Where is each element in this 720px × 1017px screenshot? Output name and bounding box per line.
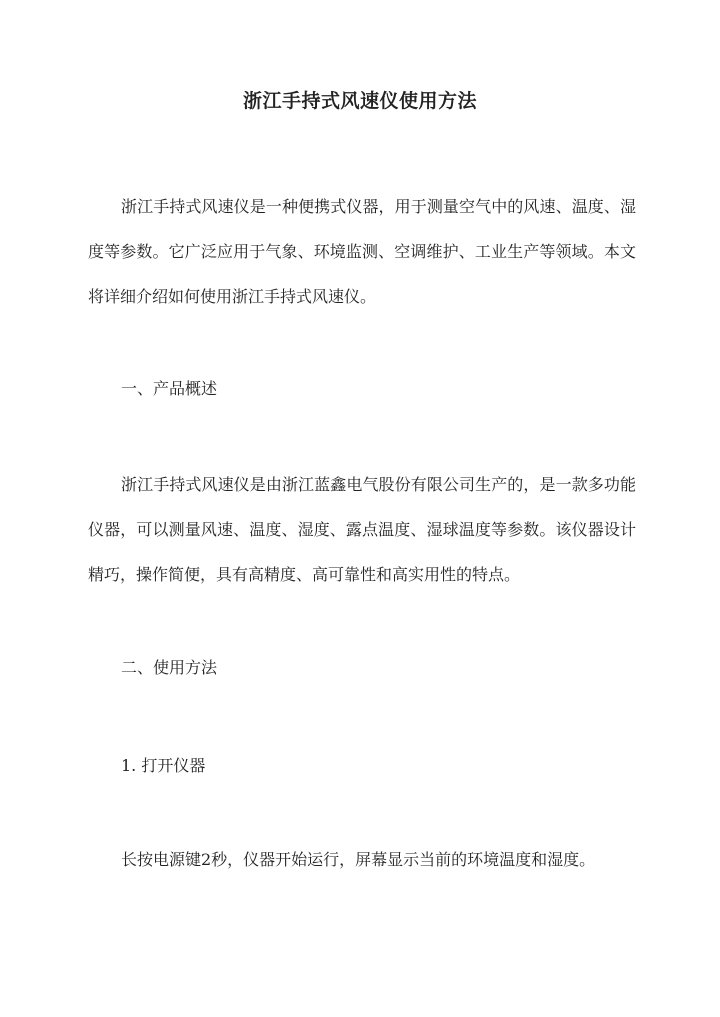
section-heading-usage: 二、使用方法 bbox=[121, 658, 218, 677]
intro-paragraph: 浙江手持式风速仪是一种便携式仪器，用于测量空气中的风速、温度、湿度等参数。它广泛应用于气象、环境监测、空调维护、工业生产等领域。本文将详细介绍如何使用浙江手持式风速仪。 bbox=[88, 197, 636, 306]
overview-paragraph: 浙江手持式风速仪是由浙江蓝鑫电气股份有限公司生产的，是一款多功能仪器，可以测量风速、温度、湿度、露点温度、湿球温度等参数。该仪器设计精巧，操作简便，具有高精度、高可靠性和高实用性的特点。 bbox=[88, 475, 636, 584]
document-title: 浙江手持式风速仪使用方法 bbox=[242, 90, 477, 112]
step-heading-open: 1. 打开仪器 bbox=[121, 756, 206, 775]
step-paragraph-open: 长按电源键2秒，仪器开始运行，屏幕显示当前的环境温度和湿度。 bbox=[121, 850, 596, 869]
section-heading-overview: 一、产品概述 bbox=[121, 379, 218, 398]
